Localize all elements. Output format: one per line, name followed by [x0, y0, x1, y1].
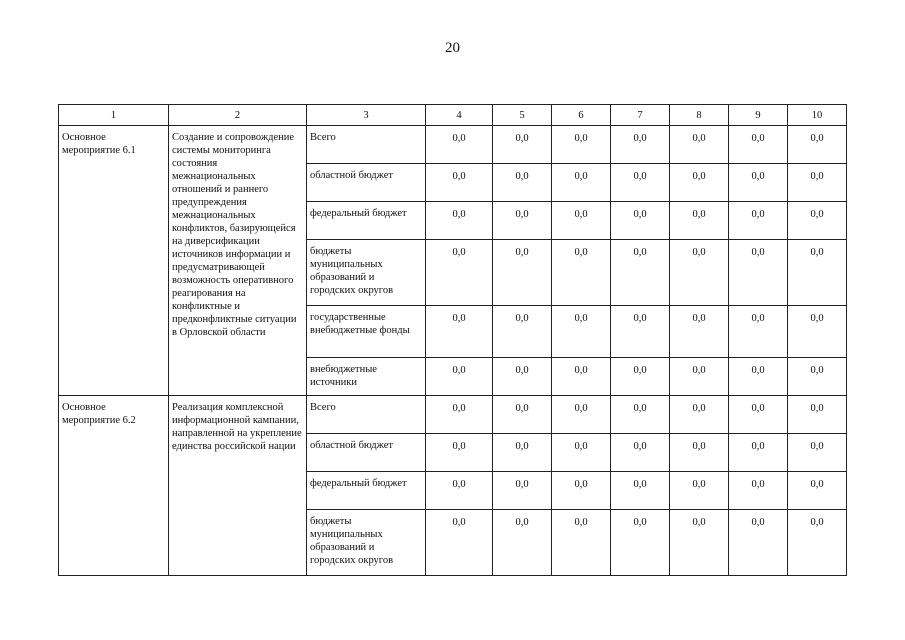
funding-value: 0,0: [493, 240, 552, 306]
funding-value: 0,0: [729, 510, 788, 576]
funding-value: 0,0: [552, 472, 611, 510]
column-header: 1: [59, 105, 169, 126]
page-number: 20: [445, 40, 460, 56]
funding-value: 0,0: [670, 396, 729, 434]
funding-value: 0,0: [426, 240, 493, 306]
activity-code: Основное мероприятие 6.1: [59, 126, 169, 396]
column-header: 4: [426, 105, 493, 126]
funding-value: 0,0: [788, 510, 847, 576]
funding-value: 0,0: [788, 306, 847, 358]
funding-value: 0,0: [552, 434, 611, 472]
funding-value: 0,0: [493, 164, 552, 202]
funding-source: федеральный бюджет: [307, 472, 426, 510]
funding-value: 0,0: [788, 164, 847, 202]
funding-value: 0,0: [493, 202, 552, 240]
funding-value: 0,0: [493, 510, 552, 576]
funding-value: 0,0: [788, 202, 847, 240]
column-header: 10: [788, 105, 847, 126]
activity-code: Основное мероприятие 6.2: [59, 396, 169, 576]
funding-source: бюджеты муниципальных образований и городских округов: [307, 510, 426, 576]
table-body: [59, 126, 847, 576]
funding-source: областной бюджет: [307, 164, 426, 202]
column-header: 5: [493, 105, 552, 126]
funding-value: 0,0: [729, 202, 788, 240]
funding-value: 0,0: [729, 396, 788, 434]
funding-value: 0,0: [729, 164, 788, 202]
activity-description: Создание и сопровождение системы мониторинга состояния межнациональных отношений и раннего предупреждения межнациональных конфликтов, базирующейся на диверсификации источников информации и предусматривающей возможность оперативного реагирования на конфликтные и предконфликтные ситуации в Орловской области: [169, 126, 307, 396]
column-header: 7: [611, 105, 670, 126]
funding-value: 0,0: [426, 164, 493, 202]
funding-value: 0,0: [611, 164, 670, 202]
funding-source: бюджеты муниципальных образований и городских округов: [307, 240, 426, 306]
funding-value: 0,0: [552, 358, 611, 396]
funding-value: 0,0: [670, 510, 729, 576]
budget-table: [58, 104, 847, 576]
funding-value: 0,0: [493, 396, 552, 434]
funding-value: 0,0: [552, 202, 611, 240]
funding-value: 0,0: [611, 306, 670, 358]
table-row: [59, 396, 847, 434]
activity-description: Реализация комплексной информационной кампании, направленной на укрепление единства российской нации: [169, 396, 307, 576]
table-row: [59, 126, 847, 164]
funding-value: 0,0: [611, 510, 670, 576]
funding-value: 0,0: [670, 202, 729, 240]
funding-value: 0,0: [611, 396, 670, 434]
funding-value: 0,0: [788, 126, 847, 164]
funding-source: областной бюджет: [307, 434, 426, 472]
funding-value: 0,0: [729, 126, 788, 164]
column-header: 2: [169, 105, 307, 126]
funding-value: 0,0: [493, 126, 552, 164]
funding-value: 0,0: [670, 306, 729, 358]
column-header: 3: [307, 105, 426, 126]
funding-value: 0,0: [788, 434, 847, 472]
funding-value: 0,0: [788, 396, 847, 434]
funding-value: 0,0: [611, 240, 670, 306]
funding-value: 0,0: [552, 164, 611, 202]
funding-value: 0,0: [426, 126, 493, 164]
funding-value: 0,0: [729, 434, 788, 472]
funding-value: 0,0: [426, 510, 493, 576]
funding-value: 0,0: [729, 240, 788, 306]
funding-value: 0,0: [426, 306, 493, 358]
column-header: 6: [552, 105, 611, 126]
funding-value: 0,0: [493, 434, 552, 472]
funding-value: 0,0: [611, 472, 670, 510]
funding-value: 0,0: [426, 396, 493, 434]
funding-source: Всего: [307, 126, 426, 164]
funding-value: 0,0: [670, 358, 729, 396]
funding-value: 0,0: [493, 358, 552, 396]
funding-value: 0,0: [729, 358, 788, 396]
funding-value: 0,0: [788, 358, 847, 396]
column-number-row: [59, 105, 847, 126]
column-header: 8: [670, 105, 729, 126]
funding-value: 0,0: [729, 472, 788, 510]
funding-value: 0,0: [670, 164, 729, 202]
funding-value: 0,0: [426, 358, 493, 396]
funding-value: 0,0: [611, 202, 670, 240]
funding-source: внебюджетные источники: [307, 358, 426, 396]
funding-value: 0,0: [611, 126, 670, 164]
funding-value: 0,0: [611, 358, 670, 396]
funding-value: 0,0: [426, 202, 493, 240]
funding-value: 0,0: [493, 472, 552, 510]
column-header: 9: [729, 105, 788, 126]
funding-value: 0,0: [729, 306, 788, 358]
funding-value: 0,0: [788, 240, 847, 306]
funding-value: 0,0: [670, 240, 729, 306]
funding-value: 0,0: [670, 434, 729, 472]
funding-value: 0,0: [426, 472, 493, 510]
funding-source: федеральный бюджет: [307, 202, 426, 240]
funding-value: 0,0: [426, 434, 493, 472]
funding-value: 0,0: [552, 306, 611, 358]
funding-value: 0,0: [552, 510, 611, 576]
funding-value: 0,0: [670, 472, 729, 510]
funding-value: 0,0: [552, 126, 611, 164]
funding-value: 0,0: [788, 472, 847, 510]
funding-source: Всего: [307, 396, 426, 434]
funding-value: 0,0: [493, 306, 552, 358]
funding-value: 0,0: [611, 434, 670, 472]
funding-source: государственные внебюджетные фонды: [307, 306, 426, 358]
funding-value: 0,0: [552, 396, 611, 434]
funding-value: 0,0: [552, 240, 611, 306]
funding-value: 0,0: [670, 126, 729, 164]
